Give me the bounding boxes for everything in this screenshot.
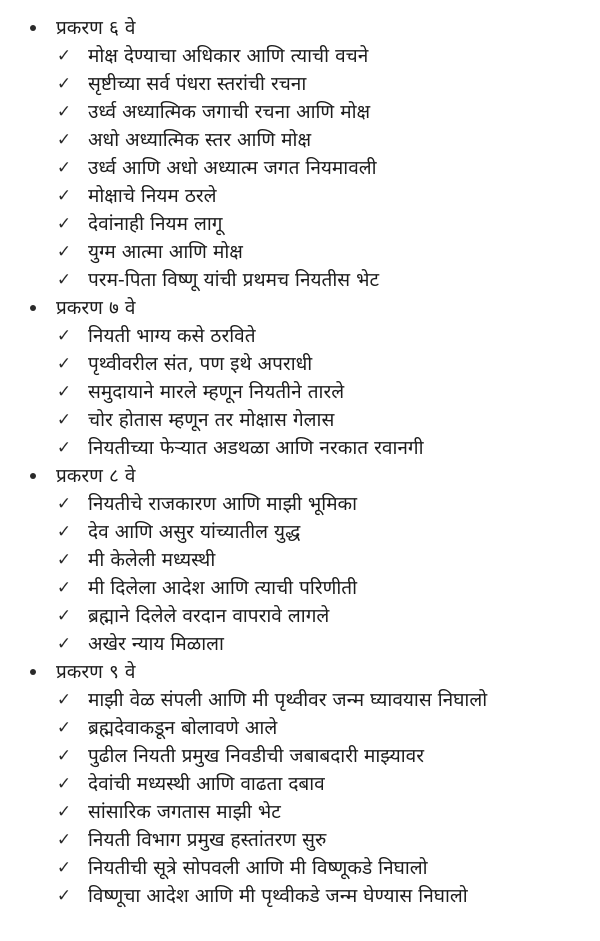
list-item — [0, 546, 600, 574]
list-item-label: मोक्ष देण्याचा अधिकार आणि त्याची वचने — [88, 45, 369, 67]
list-item-label: नियतीच्या फेऱ्यात अडथळा आणि नरकात रवानगी — [88, 437, 424, 459]
list-item-label: देवांची मध्यस्थी आणि वाढता दबाव — [88, 773, 325, 795]
list-item-label: मोक्षाचे नियम ठरले — [88, 185, 217, 207]
checkmark-icon: ✓ — [56, 634, 72, 654]
list-item — [0, 854, 600, 882]
list-item — [0, 602, 600, 630]
checkmark-icon: ✓ — [56, 494, 72, 514]
list-item-label: सृष्टीच्या सर्व पंधरा स्तरांची रचना — [88, 73, 307, 95]
chapter-heading — [0, 658, 600, 686]
bullet-dot-icon — [30, 669, 36, 675]
checkmark-icon: ✓ — [56, 830, 72, 850]
checkmark-icon: ✓ — [56, 718, 72, 738]
list-item — [0, 574, 600, 602]
list-item — [0, 42, 600, 70]
bullet-dot-icon — [30, 473, 36, 479]
list-item — [0, 630, 600, 658]
list-item-label: देव आणि असुर यांच्यातील युद्ध — [88, 521, 301, 543]
checkmark-icon: ✓ — [56, 858, 72, 878]
list-item — [0, 70, 600, 98]
list-item-label: नियतीची सूत्रे सोपवली आणि मी विष्णूकडे निघालो — [88, 857, 428, 879]
chapter-section — [0, 658, 600, 910]
checkmark-icon: ✓ — [56, 690, 72, 710]
checkmark-icon: ✓ — [56, 186, 72, 206]
bullet-dot-icon — [30, 305, 36, 311]
list-item-label: पुढील नियती प्रमुख निवडीची जबाबदारी माझ्यावर — [88, 745, 424, 767]
list-item-label: ब्रह्माने दिलेले वरदान वापरावे लागले — [88, 605, 330, 627]
list-item-label: ब्रह्मदेवाकडून बोलावणे आले — [88, 717, 278, 739]
list-item-label: मी केलेली मध्यस्थी — [88, 549, 216, 571]
checkmark-icon: ✓ — [56, 130, 72, 150]
chapter-title: प्रकरण ९ वे — [56, 661, 136, 683]
checkmark-icon: ✓ — [56, 158, 72, 178]
checkmark-icon: ✓ — [56, 46, 72, 66]
list-item-label: माझी वेळ संपली आणि मी पृथ्वीवर जन्म घ्यावयास निघालो — [88, 689, 488, 711]
list-item — [0, 322, 600, 350]
list-item — [0, 742, 600, 770]
chapter-title: प्रकरण ७ वे — [56, 297, 136, 319]
list-item — [0, 490, 600, 518]
list-item — [0, 266, 600, 294]
checkmark-icon: ✓ — [56, 774, 72, 794]
list-item-label: सांसारिक जगतास माझी भेट — [88, 801, 281, 823]
list-item — [0, 154, 600, 182]
checkmark-icon: ✓ — [56, 438, 72, 458]
list-item-label: परम-पिता विष्णू यांची प्रथमच नियतीस भेट — [88, 269, 380, 291]
list-item — [0, 210, 600, 238]
checkmark-icon: ✓ — [56, 746, 72, 766]
list-item — [0, 238, 600, 266]
checkmark-icon: ✓ — [56, 242, 72, 262]
list-item-label: नियती भाग्य कसे ठरविते — [88, 325, 256, 347]
checkmark-icon: ✓ — [56, 410, 72, 430]
list-item-label: पृथ्वीवरील संत, पण इथे अपराधी — [88, 353, 313, 375]
checkmark-icon: ✓ — [56, 214, 72, 234]
chapter-section — [0, 14, 600, 294]
checkmark-icon: ✓ — [56, 326, 72, 346]
list-item-label: मी दिलेला आदेश आणि त्याची परिणीती — [88, 577, 358, 599]
chapter-title: प्रकरण ८ वे — [56, 465, 136, 487]
chapter-heading — [0, 14, 600, 42]
checkmark-icon: ✓ — [56, 886, 72, 906]
checkmark-icon: ✓ — [56, 74, 72, 94]
list-item-label: समुदायाने मारले म्हणून नियतीने तारले — [88, 381, 345, 403]
list-item — [0, 126, 600, 154]
checkmark-icon: ✓ — [56, 102, 72, 122]
checkmark-icon: ✓ — [56, 354, 72, 374]
list-item-label: उर्ध्व आणि अधो अध्यात्म जगत नियमावली — [88, 157, 377, 179]
chapter-title: प्रकरण ६ वे — [56, 17, 136, 39]
list-item — [0, 826, 600, 854]
list-item-label: उर्ध्व अध्यात्मिक जगाची रचना आणि मोक्ष — [88, 101, 371, 123]
list-item — [0, 182, 600, 210]
chapter-section — [0, 294, 600, 462]
chapter-section — [0, 462, 600, 658]
checkmark-icon: ✓ — [56, 270, 72, 290]
list-item-label: देवांनाही नियम लागू — [88, 213, 223, 235]
checkmark-icon: ✓ — [56, 802, 72, 822]
list-item-label: नियती विभाग प्रमुख हस्तांतरण सुरु — [88, 829, 327, 851]
list-item-label: नियतीचे राजकारण आणि माझी भूमिका — [88, 493, 358, 515]
list-item — [0, 714, 600, 742]
list-item — [0, 406, 600, 434]
list-item-label: अखेर न्याय मिळाला — [88, 633, 224, 655]
list-item — [0, 350, 600, 378]
checkmark-icon: ✓ — [56, 550, 72, 570]
list-item-label: चोर होतास म्हणून तर मोक्षास गेलास — [88, 409, 335, 431]
chapter-heading — [0, 294, 600, 322]
checkmark-icon: ✓ — [56, 522, 72, 542]
checkmark-icon: ✓ — [56, 606, 72, 626]
list-item — [0, 686, 600, 714]
list-item-label: अधो अध्यात्मिक स्तर आणि मोक्ष — [88, 129, 312, 151]
list-item — [0, 882, 600, 910]
list-item — [0, 434, 600, 462]
bullet-dot-icon — [30, 25, 36, 31]
list-item-label: युग्म आत्मा आणि मोक्ष — [88, 241, 243, 263]
chapter-list — [0, 14, 600, 910]
list-item — [0, 770, 600, 798]
list-item — [0, 518, 600, 546]
list-item — [0, 98, 600, 126]
checkmark-icon: ✓ — [56, 382, 72, 402]
list-item-label: विष्णूचा आदेश आणि मी पृथ्वीकडे जन्म घेण्यास निघालो — [88, 885, 468, 907]
chapter-heading — [0, 462, 600, 490]
list-item — [0, 378, 600, 406]
list-item — [0, 798, 600, 826]
checkmark-icon: ✓ — [56, 578, 72, 598]
